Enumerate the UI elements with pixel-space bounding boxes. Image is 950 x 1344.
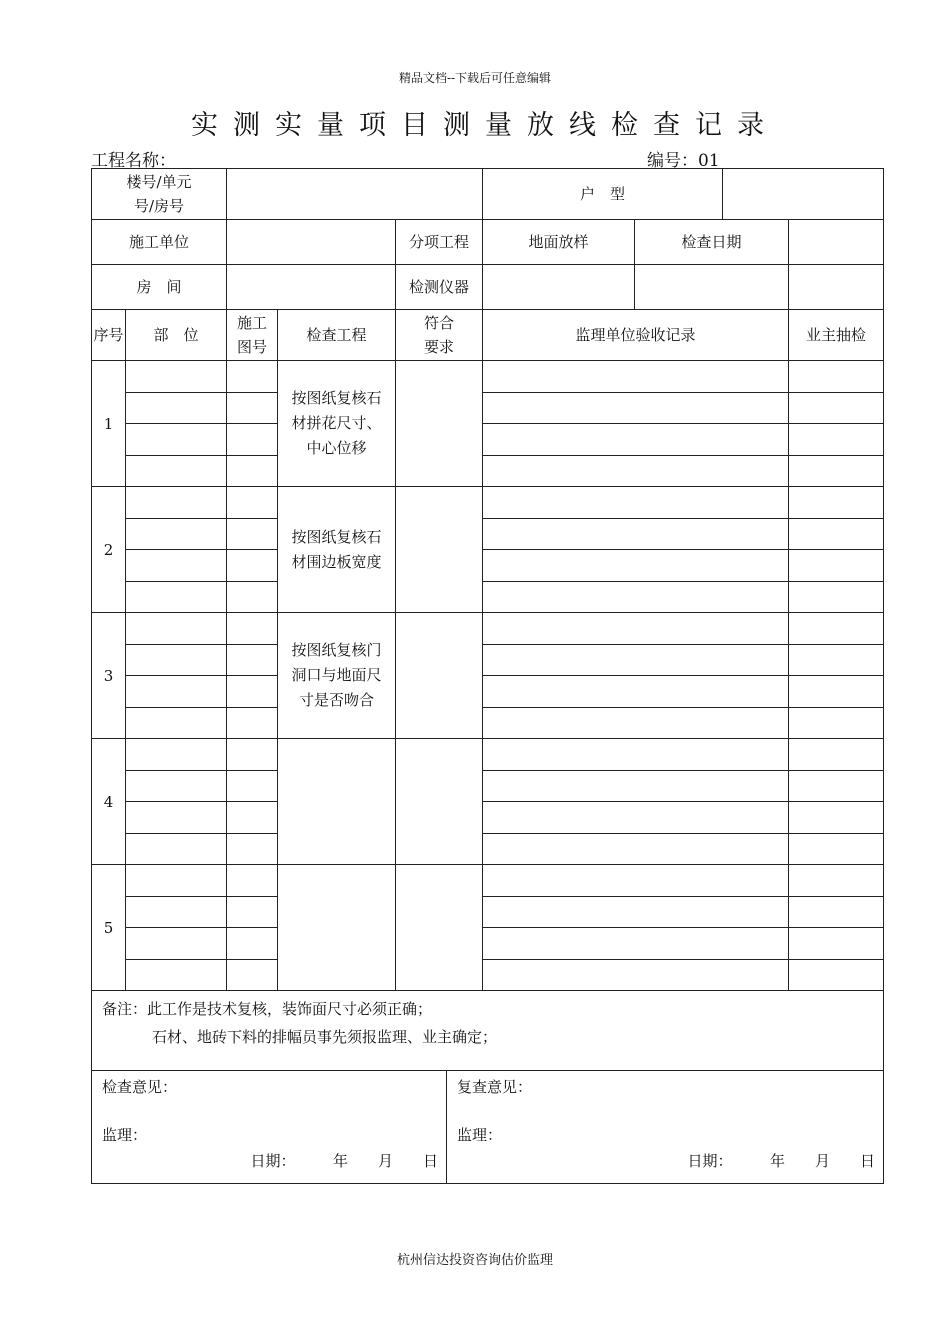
- unit-type-label: 户 型: [483, 169, 723, 220]
- part-cell[interactable]: [126, 645, 227, 676]
- building-label: [92, 169, 227, 220]
- column-part: [126, 310, 227, 361]
- part-cell[interactable]: [126, 802, 227, 834]
- check-item-text: 按图纸复核门洞口与地面尺寸是否吻合: [291, 641, 382, 709]
- owner-check-cell[interactable]: [789, 582, 884, 613]
- check-item-text: 按图纸复核石材拼花尺寸、中心位移: [291, 389, 382, 457]
- check-item-cell: [278, 361, 396, 487]
- part-cell[interactable]: [126, 487, 227, 519]
- supervisor-record-cell[interactable]: [483, 897, 789, 928]
- owner-check-cell[interactable]: [789, 834, 884, 865]
- supervisor-record-cell[interactable]: [483, 865, 789, 897]
- inspection-opinion-label: 检查意见：: [102, 1078, 178, 1096]
- column-supervisor-record: 监理单位验收记录: [483, 310, 789, 361]
- column-conform: [396, 310, 483, 361]
- serial-number: 编号：01: [647, 151, 720, 171]
- form-title: 实测实量项目测量放线检查记录: [191, 110, 779, 141]
- part-cell[interactable]: [126, 960, 227, 991]
- drawing-cell[interactable]: [227, 802, 278, 834]
- part-cell[interactable]: [126, 708, 227, 739]
- review-opinion-date: 日期： 年 月 日: [687, 1152, 876, 1170]
- row-seq: 3: [92, 613, 126, 739]
- table-row: [92, 771, 884, 802]
- supervisor-record-cell[interactable]: [483, 802, 789, 834]
- row-seq: 5: [92, 865, 126, 991]
- table-row: [92, 645, 884, 676]
- table-row: [92, 739, 884, 771]
- table-row: [92, 802, 884, 834]
- conform-cell[interactable]: [396, 739, 483, 865]
- drawing-cell[interactable]: [227, 424, 278, 456]
- drawing-cell[interactable]: [227, 708, 278, 739]
- owner-check-cell[interactable]: [789, 487, 884, 519]
- conform-cell[interactable]: [396, 487, 483, 613]
- remarks: [92, 991, 884, 1071]
- drawing-cell[interactable]: [227, 582, 278, 613]
- table-row: [92, 613, 884, 645]
- part-cell[interactable]: [126, 519, 227, 550]
- drawing-cell[interactable]: [227, 550, 278, 582]
- part-cell[interactable]: [126, 361, 227, 393]
- owner-check-cell[interactable]: [789, 865, 884, 897]
- review-opinion[interactable]: [447, 1071, 884, 1184]
- instrument-label: 检测仪器: [396, 265, 483, 310]
- owner-check-cell[interactable]: [789, 519, 884, 550]
- drawing-cell[interactable]: [227, 928, 278, 960]
- supervisor-record-cell[interactable]: [483, 960, 789, 991]
- supervisor-record-cell[interactable]: [483, 582, 789, 613]
- owner-check-cell[interactable]: [789, 771, 884, 802]
- column-seq-text: 序号: [93, 326, 124, 344]
- row-seq: 4: [92, 739, 126, 865]
- check-date-value[interactable]: [789, 220, 884, 265]
- contractor-value[interactable]: [227, 220, 396, 265]
- part-cell[interactable]: [126, 928, 227, 960]
- drawing-cell[interactable]: [227, 865, 278, 897]
- drawing-cell[interactable]: [227, 739, 278, 771]
- check-date-label: 检查日期: [635, 220, 789, 265]
- table-row: [92, 487, 884, 519]
- part-cell[interactable]: [126, 582, 227, 613]
- row-seq: 2: [92, 487, 126, 613]
- instrument-extra-2[interactable]: [789, 265, 884, 310]
- drawing-cell[interactable]: [227, 393, 278, 424]
- part-cell[interactable]: [126, 834, 227, 865]
- check-item-text: 按图纸复核石材围边板宽度: [291, 527, 382, 571]
- contractor-label: 施工单位: [92, 220, 227, 265]
- supervisor-record-cell[interactable]: [483, 519, 789, 550]
- drawing-cell[interactable]: [227, 897, 278, 928]
- column-drawing: [227, 310, 278, 361]
- supervisor-record-cell[interactable]: [483, 487, 789, 519]
- check-item-cell: [278, 613, 396, 739]
- owner-check-cell[interactable]: [789, 708, 884, 739]
- column-check-item-text: 检查工程: [306, 326, 367, 344]
- check-item-cell: [278, 739, 396, 865]
- inspection-opinion-supervisor: 监理：: [102, 1126, 148, 1144]
- table-row: [92, 519, 884, 550]
- supervisor-record-cell[interactable]: [483, 676, 789, 708]
- owner-check-cell[interactable]: [789, 897, 884, 928]
- column-drawing-text: 施工图号: [236, 314, 267, 356]
- owner-check-cell[interactable]: [789, 739, 884, 771]
- owner-check-cell[interactable]: [789, 393, 884, 424]
- footer-company: 杭州信达投资咨询估价监理: [396, 1253, 553, 1268]
- check-item-cell: [278, 865, 396, 991]
- supervisor-record-cell[interactable]: [483, 834, 789, 865]
- conform-cell[interactable]: [396, 865, 483, 991]
- owner-check-cell[interactable]: [789, 456, 884, 487]
- inspection-opinion-date: 日期： 年 月 日: [250, 1152, 438, 1170]
- part-cell[interactable]: [126, 550, 227, 582]
- conform-cell[interactable]: [396, 613, 483, 739]
- drawing-cell[interactable]: [227, 519, 278, 550]
- supervisor-record-cell[interactable]: [483, 550, 789, 582]
- row-seq: 1: [92, 361, 126, 487]
- part-cell[interactable]: [126, 393, 227, 424]
- table-row: [92, 928, 884, 960]
- owner-check-cell[interactable]: [789, 928, 884, 960]
- review-opinion-label: 复查意见：: [457, 1078, 533, 1096]
- room-label: 房 间: [92, 265, 227, 310]
- table-row: [92, 865, 884, 897]
- check-item-cell: [278, 487, 396, 613]
- table-row: [92, 582, 884, 613]
- review-opinion-supervisor: 监理：: [457, 1126, 503, 1144]
- inspection-form-table: [91, 168, 884, 1184]
- owner-check-cell[interactable]: [789, 802, 884, 834]
- owner-check-cell[interactable]: [789, 676, 884, 708]
- table-row: [92, 960, 884, 991]
- drawing-cell[interactable]: [227, 487, 278, 519]
- remarks-line-1: 备注：此工作是技术复核，装饰面尺寸必须正确；: [102, 1000, 433, 1018]
- table-row: [92, 708, 884, 739]
- conform-cell[interactable]: [396, 361, 483, 487]
- subproject-value: 地面放样: [483, 220, 635, 265]
- column-check-item: [278, 310, 396, 361]
- supervisor-record-cell[interactable]: [483, 739, 789, 771]
- subproject-label: 分项工程: [396, 220, 483, 265]
- instrument-value[interactable]: [483, 265, 635, 310]
- building-value[interactable]: [227, 169, 483, 220]
- drawing-cell[interactable]: [227, 960, 278, 991]
- owner-check-cell[interactable]: [789, 613, 884, 645]
- supervisor-record-cell[interactable]: [483, 361, 789, 393]
- owner-check-cell[interactable]: [789, 361, 884, 393]
- table-row: [92, 424, 884, 456]
- drawing-cell[interactable]: [227, 361, 278, 393]
- column-part-text: 部 位: [153, 326, 199, 344]
- supervisor-record-cell[interactable]: [483, 424, 789, 456]
- drawing-cell[interactable]: [227, 645, 278, 676]
- column-seq: [92, 310, 126, 361]
- supervisor-record-cell[interactable]: [483, 613, 789, 645]
- column-owner-check: 业主抽检: [789, 310, 884, 361]
- owner-check-cell[interactable]: [789, 645, 884, 676]
- table-row: [92, 834, 884, 865]
- inspection-opinion[interactable]: [92, 1071, 447, 1184]
- part-cell[interactable]: [126, 676, 227, 708]
- owner-check-cell[interactable]: [789, 550, 884, 582]
- owner-check-cell[interactable]: [789, 960, 884, 991]
- part-cell[interactable]: [126, 613, 227, 645]
- supervisor-record-cell[interactable]: [483, 456, 789, 487]
- column-conform-text: 符合要求: [423, 314, 454, 356]
- part-cell[interactable]: [126, 897, 227, 928]
- room-value[interactable]: [227, 265, 396, 310]
- table-row: [92, 676, 884, 708]
- drawing-cell[interactable]: [227, 771, 278, 802]
- drawing-cell[interactable]: [227, 456, 278, 487]
- supervisor-record-cell[interactable]: [483, 928, 789, 960]
- drawing-cell[interactable]: [227, 834, 278, 865]
- table-row: [92, 456, 884, 487]
- part-cell[interactable]: [126, 424, 227, 456]
- supervisor-record-cell[interactable]: [483, 771, 789, 802]
- building-label-text: 楼号/单元号/房号: [126, 173, 192, 215]
- part-cell[interactable]: [126, 739, 227, 771]
- supervisor-record-cell[interactable]: [483, 393, 789, 424]
- project-name-label: 工程名称：: [91, 151, 176, 171]
- owner-check-cell[interactable]: [789, 424, 884, 456]
- table-row: [92, 897, 884, 928]
- remarks-line-2: 石材、地砖下料的排幅员事先须报监理、业主确定；: [152, 1028, 498, 1046]
- part-cell[interactable]: [126, 456, 227, 487]
- supervisor-record-cell[interactable]: [483, 645, 789, 676]
- header-note: 精品文档--下载后可任意编辑: [398, 71, 552, 85]
- table-row: [92, 550, 884, 582]
- supervisor-record-cell[interactable]: [483, 708, 789, 739]
- part-cell[interactable]: [126, 865, 227, 897]
- table-row: [92, 393, 884, 424]
- unit-type-value[interactable]: [723, 169, 884, 220]
- table-row: [92, 361, 884, 393]
- instrument-extra[interactable]: [635, 265, 789, 310]
- drawing-cell[interactable]: [227, 676, 278, 708]
- drawing-cell[interactable]: [227, 613, 278, 645]
- part-cell[interactable]: [126, 771, 227, 802]
